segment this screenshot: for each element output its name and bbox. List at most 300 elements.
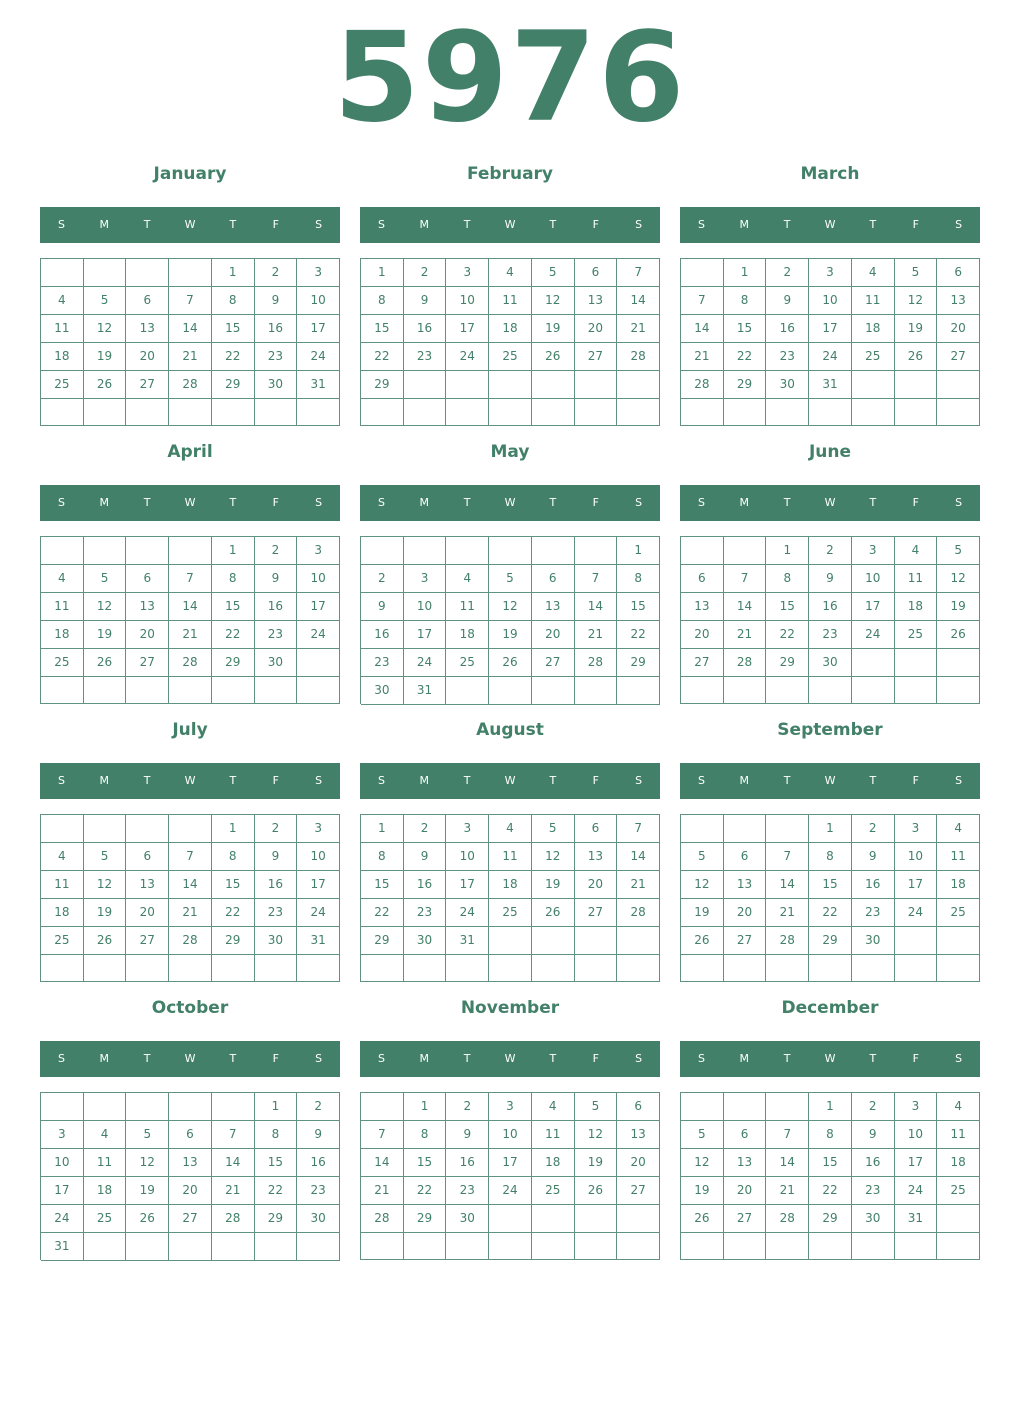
weekday-label: T [869, 218, 877, 231]
day-cell: 17 [446, 315, 489, 343]
day-cell [937, 1205, 980, 1233]
day-cell: 14 [169, 871, 212, 899]
day-cell: 29 [212, 649, 255, 677]
day-cell: 10 [297, 287, 340, 315]
day-cell: 14 [724, 593, 767, 621]
day-cell: 12 [84, 315, 127, 343]
day-cell: 23 [809, 621, 852, 649]
day-cell: 12 [681, 1149, 724, 1177]
day-cell [617, 955, 660, 982]
day-cell: 25 [937, 1177, 980, 1205]
weekday-label: T [229, 774, 237, 787]
day-cell: 24 [852, 621, 895, 649]
day-cell: 20 [575, 315, 618, 343]
day-cell: 16 [404, 871, 447, 899]
day-cell [41, 677, 84, 704]
day-cell [617, 399, 660, 426]
day-cell: 24 [809, 343, 852, 371]
day-cell: 21 [212, 1177, 255, 1205]
day-grid [680, 536, 980, 704]
weekday-label: S [635, 496, 643, 509]
weekday-label: T [229, 1052, 237, 1065]
day-cell: 25 [41, 371, 84, 399]
day-cell: 27 [126, 649, 169, 677]
month-name: February [466, 164, 554, 184]
day-cell [169, 537, 212, 565]
day-cell [937, 927, 980, 955]
day-cell [361, 1233, 404, 1260]
weekday-label: F [912, 496, 919, 509]
day-cell: 4 [895, 537, 938, 565]
month-name: July [172, 720, 208, 740]
weekday-label: F [272, 1052, 279, 1065]
day-cell: 25 [532, 1177, 575, 1205]
day-cell: 29 [724, 371, 767, 399]
day-cell: 7 [681, 287, 724, 315]
day-cell: 17 [297, 593, 340, 621]
weekday-header [360, 763, 660, 799]
day-cell: 30 [255, 649, 298, 677]
day-cell: 28 [169, 927, 212, 955]
day-cell: 11 [937, 1121, 980, 1149]
day-cell: 20 [126, 621, 169, 649]
day-cell [84, 259, 127, 287]
day-cell: 4 [937, 1093, 980, 1121]
month-february [360, 158, 660, 430]
day-cell [681, 955, 724, 982]
day-cell: 11 [41, 871, 84, 899]
weekday-label: S [57, 774, 65, 787]
day-cell: 7 [617, 259, 660, 287]
day-cell [446, 955, 489, 982]
month-grid [40, 158, 980, 1264]
day-cell: 20 [617, 1149, 660, 1177]
day-cell: 6 [126, 843, 169, 871]
weekday-label: S [697, 218, 705, 231]
day-cell: 8 [809, 1121, 852, 1149]
day-cell: 12 [937, 565, 980, 593]
day-cell: 17 [297, 871, 340, 899]
day-cell: 15 [809, 1149, 852, 1177]
day-cell [297, 677, 340, 704]
day-cell: 22 [724, 343, 767, 371]
day-cell: 11 [489, 843, 532, 871]
day-cell: 26 [84, 927, 127, 955]
weekday-label: T [783, 218, 791, 231]
day-cell: 20 [724, 899, 767, 927]
day-cell: 28 [212, 1205, 255, 1233]
weekday-label: T [549, 1052, 557, 1065]
day-cell: 15 [809, 871, 852, 899]
day-cell: 23 [255, 343, 298, 371]
day-cell: 18 [489, 871, 532, 899]
day-cell [297, 955, 340, 982]
day-cell [575, 1233, 618, 1260]
day-cell: 6 [724, 1121, 767, 1149]
day-cell: 10 [446, 287, 489, 315]
day-cell: 15 [361, 315, 404, 343]
day-cell [617, 371, 660, 399]
day-cell: 16 [852, 1149, 895, 1177]
day-cell: 10 [852, 565, 895, 593]
day-cell [532, 955, 575, 982]
day-cell: 3 [489, 1093, 532, 1121]
day-cell: 20 [724, 1177, 767, 1205]
day-cell: 2 [404, 259, 447, 287]
day-cell: 14 [575, 593, 618, 621]
day-cell: 30 [297, 1205, 340, 1233]
day-cell [681, 815, 724, 843]
day-cell [895, 399, 938, 426]
day-cell: 16 [255, 593, 298, 621]
day-cell: 6 [532, 565, 575, 593]
day-cell [724, 955, 767, 982]
day-cell: 2 [255, 815, 298, 843]
day-cell: 21 [766, 1177, 809, 1205]
day-cell: 22 [212, 621, 255, 649]
day-cell: 27 [532, 649, 575, 677]
day-cell: 3 [852, 537, 895, 565]
day-cell: 11 [41, 315, 84, 343]
month-december [680, 992, 980, 1264]
day-cell: 22 [404, 1177, 447, 1205]
day-cell [681, 537, 724, 565]
day-cell [212, 955, 255, 982]
day-cell: 20 [575, 871, 618, 899]
day-cell: 5 [895, 259, 938, 287]
day-cell: 18 [937, 871, 980, 899]
day-cell [937, 677, 980, 704]
weekday-label: S [377, 774, 385, 787]
day-cell: 15 [212, 871, 255, 899]
day-cell: 19 [681, 1177, 724, 1205]
day-cell: 12 [126, 1149, 169, 1177]
day-cell [404, 1233, 447, 1260]
day-cell: 13 [937, 287, 980, 315]
day-grid [360, 1092, 660, 1260]
weekday-label: T [869, 774, 877, 787]
day-cell: 7 [212, 1121, 255, 1149]
day-cell: 17 [895, 871, 938, 899]
day-cell: 29 [361, 927, 404, 955]
day-cell: 24 [895, 899, 938, 927]
day-cell: 9 [255, 565, 298, 593]
day-cell [255, 1233, 298, 1261]
day-cell: 5 [681, 843, 724, 871]
weekday-label: W [504, 774, 516, 787]
day-cell: 30 [446, 1205, 489, 1233]
weekday-label: W [824, 496, 836, 509]
day-cell: 12 [489, 593, 532, 621]
day-cell: 19 [681, 899, 724, 927]
day-cell: 5 [126, 1121, 169, 1149]
day-cell: 5 [937, 537, 980, 565]
day-cell: 11 [895, 565, 938, 593]
day-cell [489, 927, 532, 955]
day-cell [169, 815, 212, 843]
day-cell: 6 [575, 259, 618, 287]
day-cell [126, 955, 169, 982]
day-cell: 6 [937, 259, 980, 287]
day-cell: 18 [84, 1177, 127, 1205]
day-cell [766, 955, 809, 982]
day-cell [937, 1233, 980, 1260]
day-cell [575, 677, 618, 705]
day-cell [852, 649, 895, 677]
day-cell: 1 [809, 815, 852, 843]
day-cell: 16 [404, 315, 447, 343]
day-cell: 23 [404, 343, 447, 371]
day-cell: 30 [852, 927, 895, 955]
day-cell: 16 [852, 871, 895, 899]
day-cell: 31 [895, 1205, 938, 1233]
day-cell: 9 [766, 287, 809, 315]
day-cell [84, 1093, 127, 1121]
day-cell [169, 259, 212, 287]
day-cell: 24 [895, 1177, 938, 1205]
day-cell: 26 [895, 343, 938, 371]
day-cell [575, 537, 618, 565]
day-cell: 2 [255, 537, 298, 565]
day-cell: 11 [41, 593, 84, 621]
day-cell: 11 [84, 1149, 127, 1177]
day-cell [361, 537, 404, 565]
day-cell: 2 [404, 815, 447, 843]
weekday-label: T [869, 496, 877, 509]
day-cell: 13 [575, 843, 618, 871]
day-cell: 3 [895, 1093, 938, 1121]
day-cell: 14 [766, 871, 809, 899]
day-cell: 21 [169, 899, 212, 927]
month-name: August [476, 720, 544, 740]
day-cell: 19 [84, 343, 127, 371]
day-cell: 16 [297, 1149, 340, 1177]
day-cell: 17 [895, 1149, 938, 1177]
weekday-label: W [824, 1052, 836, 1065]
day-cell [489, 399, 532, 426]
day-cell: 19 [895, 315, 938, 343]
day-cell: 3 [809, 259, 852, 287]
day-cell [41, 537, 84, 565]
day-cell: 25 [446, 649, 489, 677]
day-cell: 24 [297, 343, 340, 371]
day-cell: 1 [766, 537, 809, 565]
weekday-header [680, 763, 980, 799]
day-cell: 3 [41, 1121, 84, 1149]
day-cell: 16 [361, 621, 404, 649]
weekday-label: S [377, 1052, 385, 1065]
day-cell [41, 955, 84, 982]
day-cell: 9 [255, 287, 298, 315]
weekday-label: F [272, 774, 279, 787]
weekday-label: F [592, 774, 599, 787]
day-cell: 12 [84, 593, 127, 621]
day-cell: 10 [809, 287, 852, 315]
day-cell: 19 [575, 1149, 618, 1177]
day-cell: 26 [575, 1177, 618, 1205]
weekday-label: W [184, 496, 196, 509]
day-cell: 24 [41, 1205, 84, 1233]
weekday-header [40, 1041, 340, 1077]
day-cell: 14 [681, 315, 724, 343]
day-cell: 14 [617, 843, 660, 871]
day-cell: 22 [617, 621, 660, 649]
day-cell [809, 1233, 852, 1260]
weekday-label: T [783, 1052, 791, 1065]
day-grid [40, 258, 340, 426]
weekday-label: T [143, 774, 151, 787]
day-cell [169, 1093, 212, 1121]
day-cell: 13 [724, 871, 767, 899]
weekday-label: S [955, 774, 963, 787]
day-cell: 9 [361, 593, 404, 621]
weekday-label: T [143, 496, 151, 509]
day-cell: 30 [255, 927, 298, 955]
day-cell: 20 [681, 621, 724, 649]
weekday-label: T [143, 218, 151, 231]
day-cell [404, 537, 447, 565]
day-cell [255, 399, 298, 426]
day-cell: 19 [126, 1177, 169, 1205]
day-cell [852, 399, 895, 426]
day-cell [212, 1093, 255, 1121]
day-cell [84, 677, 127, 704]
day-cell [532, 677, 575, 705]
weekday-header [40, 763, 340, 799]
weekday-label: S [57, 496, 65, 509]
day-cell: 11 [852, 287, 895, 315]
day-cell: 4 [41, 565, 84, 593]
day-cell: 31 [446, 927, 489, 955]
day-grid [680, 258, 980, 426]
day-cell [126, 259, 169, 287]
day-cell: 31 [809, 371, 852, 399]
day-cell: 21 [361, 1177, 404, 1205]
day-cell: 9 [446, 1121, 489, 1149]
day-grid [360, 814, 660, 982]
day-cell: 12 [575, 1121, 618, 1149]
day-cell: 24 [404, 649, 447, 677]
day-cell: 4 [489, 259, 532, 287]
day-cell: 8 [212, 565, 255, 593]
day-cell [937, 399, 980, 426]
weekday-label: T [229, 496, 237, 509]
day-cell: 22 [212, 343, 255, 371]
day-cell: 19 [532, 871, 575, 899]
day-cell: 23 [361, 649, 404, 677]
weekday-header [360, 207, 660, 243]
day-cell: 21 [724, 621, 767, 649]
day-cell [212, 1233, 255, 1261]
day-cell: 27 [724, 927, 767, 955]
month-name: March [800, 164, 860, 184]
day-cell [724, 677, 767, 704]
day-cell [681, 259, 724, 287]
day-cell [895, 955, 938, 982]
weekday-label: T [463, 774, 471, 787]
weekday-label: S [697, 1052, 705, 1065]
day-cell: 15 [212, 593, 255, 621]
day-cell: 16 [809, 593, 852, 621]
weekday-label: M [99, 774, 110, 787]
day-cell [297, 399, 340, 426]
day-cell: 18 [41, 621, 84, 649]
day-cell [361, 399, 404, 426]
day-cell: 13 [532, 593, 575, 621]
day-cell: 20 [532, 621, 575, 649]
day-cell: 29 [809, 1205, 852, 1233]
weekday-label: T [869, 1052, 877, 1065]
day-cell [532, 537, 575, 565]
day-cell: 15 [404, 1149, 447, 1177]
month-name: June [808, 442, 852, 462]
weekday-label: W [504, 1052, 516, 1065]
day-cell: 29 [212, 927, 255, 955]
day-cell: 25 [41, 649, 84, 677]
day-cell: 28 [724, 649, 767, 677]
day-cell: 17 [297, 315, 340, 343]
day-cell: 17 [852, 593, 895, 621]
day-cell: 30 [255, 371, 298, 399]
day-cell: 18 [895, 593, 938, 621]
day-cell [766, 399, 809, 426]
day-cell: 30 [766, 371, 809, 399]
day-cell: 14 [169, 315, 212, 343]
day-cell [766, 815, 809, 843]
day-cell: 3 [297, 815, 340, 843]
day-cell: 26 [532, 899, 575, 927]
day-cell [681, 1093, 724, 1121]
day-cell: 1 [361, 815, 404, 843]
day-cell: 29 [212, 371, 255, 399]
day-cell: 22 [361, 899, 404, 927]
day-cell: 1 [404, 1093, 447, 1121]
day-grid [40, 536, 340, 704]
weekday-label: S [955, 496, 963, 509]
day-cell: 18 [41, 343, 84, 371]
day-cell: 20 [126, 899, 169, 927]
day-cell: 24 [446, 899, 489, 927]
day-cell: 15 [255, 1149, 298, 1177]
day-cell: 19 [84, 899, 127, 927]
day-cell: 2 [297, 1093, 340, 1121]
day-cell: 5 [532, 815, 575, 843]
day-cell: 15 [766, 593, 809, 621]
day-cell: 20 [937, 315, 980, 343]
day-cell: 13 [169, 1149, 212, 1177]
day-cell: 3 [895, 815, 938, 843]
day-cell: 4 [41, 843, 84, 871]
day-cell: 11 [937, 843, 980, 871]
day-cell: 25 [41, 927, 84, 955]
day-cell: 1 [255, 1093, 298, 1121]
day-cell: 27 [681, 649, 724, 677]
day-cell [297, 1233, 340, 1261]
day-cell [532, 1233, 575, 1260]
weekday-label: M [739, 496, 750, 509]
day-cell [255, 955, 298, 982]
day-cell [937, 649, 980, 677]
day-cell: 4 [532, 1093, 575, 1121]
day-cell: 16 [446, 1149, 489, 1177]
day-cell [84, 399, 127, 426]
month-name: October [151, 998, 229, 1018]
day-cell [84, 1233, 127, 1261]
weekday-label: W [824, 218, 836, 231]
day-cell: 6 [126, 565, 169, 593]
day-cell: 22 [361, 343, 404, 371]
day-cell [212, 399, 255, 426]
